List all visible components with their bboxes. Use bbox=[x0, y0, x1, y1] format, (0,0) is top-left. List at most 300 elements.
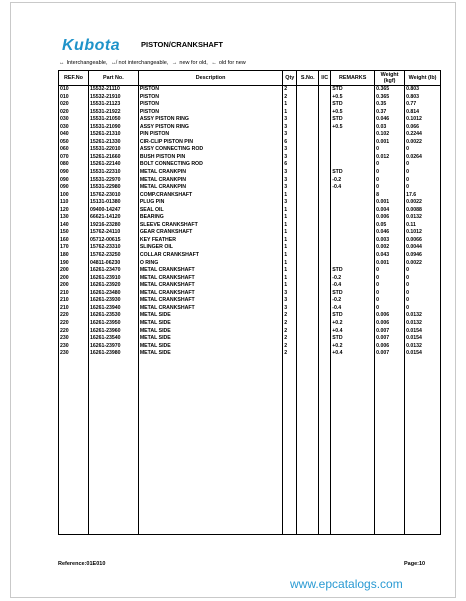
table-row bbox=[59, 146, 441, 154]
cell-weight-lb: 0 bbox=[405, 161, 441, 169]
header-remarks: REMARKS bbox=[331, 71, 375, 86]
cell-qty: 3 bbox=[283, 305, 297, 313]
cell-part-no: 15261-21330 bbox=[88, 139, 138, 147]
blank-cell bbox=[138, 358, 282, 535]
table-row bbox=[59, 116, 441, 124]
cell-qty: 3 bbox=[283, 154, 297, 162]
cell-weight-kgf: 0.001 bbox=[375, 199, 405, 207]
header-ref-no: REF.No bbox=[59, 71, 89, 86]
cell-ic bbox=[319, 154, 331, 162]
cell-qty: 1 bbox=[283, 267, 297, 275]
cell-serial-no bbox=[297, 335, 319, 343]
cell-ic bbox=[319, 297, 331, 305]
cell-qty: 2 bbox=[283, 328, 297, 336]
cell-description: O RING bbox=[138, 260, 282, 268]
cell-ic bbox=[319, 184, 331, 192]
table-header-row bbox=[59, 71, 441, 86]
table-row bbox=[59, 290, 441, 298]
cell-description: METAL SIDE bbox=[138, 350, 282, 358]
cell-part-no: 15762-24110 bbox=[88, 229, 138, 237]
cell-weight-kgf: 0.006 bbox=[375, 312, 405, 320]
table-row bbox=[59, 214, 441, 222]
cell-weight-kgf: 0 bbox=[375, 177, 405, 185]
cell-part-no: 16261-23920 bbox=[88, 282, 138, 290]
cell-ref-no: 010 bbox=[59, 86, 89, 94]
cell-description: BUSH PISTON PIN bbox=[138, 154, 282, 162]
cell-ref-no: 190 bbox=[59, 260, 89, 268]
cell-part-no: 16261-23540 bbox=[88, 335, 138, 343]
cell-remarks: +0.5 bbox=[331, 109, 375, 117]
cell-weight-lb: 0 bbox=[405, 184, 441, 192]
cell-ic bbox=[319, 131, 331, 139]
cell-qty: 6 bbox=[283, 161, 297, 169]
cell-weight-lb: 0.0088 bbox=[405, 207, 441, 215]
cell-ref-no: 230 bbox=[59, 350, 89, 358]
table-row bbox=[59, 282, 441, 290]
cell-weight-kgf: 0.001 bbox=[375, 139, 405, 147]
cell-weight-kgf: 0 bbox=[375, 267, 405, 275]
cell-ic bbox=[319, 192, 331, 200]
cell-ref-no: 220 bbox=[59, 328, 89, 336]
cell-ic bbox=[319, 335, 331, 343]
cell-description: METAL CRANKSHAFT bbox=[138, 297, 282, 305]
table-row bbox=[59, 161, 441, 169]
cell-serial-no bbox=[297, 320, 319, 328]
cell-remarks: -0.4 bbox=[331, 184, 375, 192]
cell-serial-no bbox=[297, 124, 319, 132]
cell-weight-kgf: 0.006 bbox=[375, 320, 405, 328]
cell-serial-no bbox=[297, 146, 319, 154]
cell-ic bbox=[319, 146, 331, 154]
table-row bbox=[59, 222, 441, 230]
cell-ic bbox=[319, 86, 331, 94]
cell-weight-lb: 0.0264 bbox=[405, 154, 441, 162]
cell-weight-lb: 0.0132 bbox=[405, 343, 441, 351]
cell-serial-no bbox=[297, 86, 319, 94]
cell-remarks bbox=[331, 199, 375, 207]
table-row bbox=[59, 177, 441, 185]
cell-ic bbox=[319, 169, 331, 177]
cell-ic bbox=[319, 320, 331, 328]
cell-part-no: 16261-23960 bbox=[88, 328, 138, 336]
table-row bbox=[59, 350, 441, 358]
cell-part-no: 15261-21660 bbox=[88, 154, 138, 162]
cell-serial-no bbox=[297, 109, 319, 117]
kubota-logo: Kubota bbox=[62, 37, 121, 54]
blank-cell bbox=[319, 358, 331, 535]
table-row bbox=[59, 252, 441, 260]
cell-serial-no bbox=[297, 343, 319, 351]
cell-ref-no: 230 bbox=[59, 343, 89, 351]
cell-ic bbox=[319, 222, 331, 230]
table-row bbox=[59, 312, 441, 320]
header-description: Description bbox=[138, 71, 282, 86]
cell-ref-no: 160 bbox=[59, 237, 89, 245]
cell-remarks bbox=[331, 244, 375, 252]
cell-ic bbox=[319, 305, 331, 313]
cell-weight-kgf: 0.007 bbox=[375, 350, 405, 358]
cell-weight-lb: 0 bbox=[405, 267, 441, 275]
cell-remarks: -0.2 bbox=[331, 177, 375, 185]
cell-ref-no: 180 bbox=[59, 252, 89, 260]
parts-table bbox=[58, 70, 441, 535]
cell-remarks: -0.4 bbox=[331, 305, 375, 313]
cell-part-no: 04811-06230 bbox=[88, 260, 138, 268]
cell-weight-kgf: 0.365 bbox=[375, 86, 405, 94]
cell-ic bbox=[319, 229, 331, 237]
cell-serial-no bbox=[297, 328, 319, 336]
cell-weight-lb: 0.1012 bbox=[405, 116, 441, 124]
cell-ref-no: 060 bbox=[59, 146, 89, 154]
cell-ic bbox=[319, 237, 331, 245]
cell-part-no: 15531-21123 bbox=[88, 101, 138, 109]
cell-ic bbox=[319, 244, 331, 252]
cell-remarks: +0.5 bbox=[331, 94, 375, 102]
cell-weight-lb: 0.803 bbox=[405, 94, 441, 102]
cell-ic bbox=[319, 260, 331, 268]
cell-weight-kgf: 0.043 bbox=[375, 252, 405, 260]
cell-description: METAL CRANKPIN bbox=[138, 169, 282, 177]
cell-weight-lb: 0.803 bbox=[405, 86, 441, 94]
cell-part-no: 19216-23280 bbox=[88, 222, 138, 230]
cell-serial-no bbox=[297, 214, 319, 222]
cell-qty: 1 bbox=[283, 192, 297, 200]
cell-serial-no bbox=[297, 169, 319, 177]
cell-remarks: -0.2 bbox=[331, 297, 375, 305]
cell-serial-no bbox=[297, 282, 319, 290]
table-row bbox=[59, 169, 441, 177]
cell-part-no: 16261-23910 bbox=[88, 275, 138, 283]
cell-part-no: 15531-22980 bbox=[88, 184, 138, 192]
cell-weight-lb: 0.0132 bbox=[405, 320, 441, 328]
cell-qty: 2 bbox=[283, 320, 297, 328]
table-row bbox=[59, 335, 441, 343]
table-row bbox=[59, 328, 441, 336]
cell-ref-no: 020 bbox=[59, 101, 89, 109]
cell-serial-no bbox=[297, 199, 319, 207]
cell-qty: 3 bbox=[283, 116, 297, 124]
cell-ref-no: 220 bbox=[59, 320, 89, 328]
legend-not-interchangeable: not interchangeable, bbox=[118, 60, 169, 66]
cell-description: METAL CRANKSHAFT bbox=[138, 267, 282, 275]
cell-ref-no: 230 bbox=[59, 335, 89, 343]
cell-qty: 2 bbox=[283, 350, 297, 358]
cell-qty: 1 bbox=[283, 101, 297, 109]
cell-qty: 1 bbox=[283, 252, 297, 260]
cell-serial-no bbox=[297, 139, 319, 147]
interchangeable-arrow-icon: ↔ bbox=[59, 60, 65, 66]
legend-old-for-new: old for new bbox=[218, 60, 246, 66]
cell-remarks: STD bbox=[331, 116, 375, 124]
cell-remarks: +0.4 bbox=[331, 350, 375, 358]
cell-weight-kgf: 0.046 bbox=[375, 229, 405, 237]
cell-weight-lb: 0.1012 bbox=[405, 229, 441, 237]
cell-part-no: 16261-23980 bbox=[88, 350, 138, 358]
cell-weight-lb: 0.0066 bbox=[405, 237, 441, 245]
cell-part-no: 05712-00615 bbox=[88, 237, 138, 245]
blank-cell bbox=[331, 358, 375, 535]
cell-part-no: 15261-22140 bbox=[88, 161, 138, 169]
cell-weight-kgf: 0.37 bbox=[375, 109, 405, 117]
cell-description: METAL SIDE bbox=[138, 312, 282, 320]
cell-serial-no bbox=[297, 237, 319, 245]
cell-remarks: +0.5 bbox=[331, 124, 375, 132]
cell-weight-lb: 0.0132 bbox=[405, 214, 441, 222]
cell-qty: 1 bbox=[283, 214, 297, 222]
cell-description: GEAR CRANKSHAFT bbox=[138, 229, 282, 237]
cell-serial-no bbox=[297, 312, 319, 320]
cell-part-no: 15531-21922 bbox=[88, 109, 138, 117]
cell-description: PISTON bbox=[138, 101, 282, 109]
cell-serial-no bbox=[297, 161, 319, 169]
cell-part-no: 15531-21050 bbox=[88, 116, 138, 124]
page-number: Page:10 bbox=[404, 561, 426, 567]
table-row bbox=[59, 94, 441, 102]
table-row bbox=[59, 260, 441, 268]
cell-remarks: STD bbox=[331, 267, 375, 275]
cell-weight-lb: 0 bbox=[405, 275, 441, 283]
header-weight-lb: Weight (lb) bbox=[405, 71, 441, 86]
cell-remarks: -0.4 bbox=[331, 282, 375, 290]
cell-qty: 1 bbox=[283, 275, 297, 283]
table-row bbox=[59, 184, 441, 192]
cell-weight-kgf: 0.03 bbox=[375, 124, 405, 132]
cell-ref-no: 170 bbox=[59, 244, 89, 252]
cell-part-no: 66621-14120 bbox=[88, 214, 138, 222]
cell-weight-kgf: 0.046 bbox=[375, 116, 405, 124]
cell-weight-lb: 0 bbox=[405, 305, 441, 313]
cell-remarks bbox=[331, 154, 375, 162]
cell-description: SLINGER OIL bbox=[138, 244, 282, 252]
cell-ref-no: 010 bbox=[59, 94, 89, 102]
cell-weight-lb: 17.6 bbox=[405, 192, 441, 200]
legend-new-for-old: new for old, bbox=[179, 60, 208, 66]
cell-weight-kgf: 0 bbox=[375, 297, 405, 305]
cell-weight-kgf: 0.012 bbox=[375, 154, 405, 162]
cell-description: PISTON bbox=[138, 86, 282, 94]
cell-qty: 1 bbox=[283, 207, 297, 215]
cell-weight-lb: 0.0022 bbox=[405, 199, 441, 207]
cell-part-no: 09400-14247 bbox=[88, 207, 138, 215]
cell-description: CIR-CLIP PISTON PIN bbox=[138, 139, 282, 147]
cell-weight-lb: 0.0946 bbox=[405, 252, 441, 260]
cell-description: ASSY PISTON RING bbox=[138, 124, 282, 132]
table-row bbox=[59, 101, 441, 109]
cell-ref-no: 070 bbox=[59, 154, 89, 162]
table-row bbox=[59, 244, 441, 252]
cell-description: METAL CRANKSHAFT bbox=[138, 305, 282, 313]
table-row bbox=[59, 139, 441, 147]
cell-weight-kgf: 0.05 bbox=[375, 222, 405, 230]
cell-ic bbox=[319, 282, 331, 290]
cell-serial-no bbox=[297, 252, 319, 260]
cell-weight-kgf: 0 bbox=[375, 184, 405, 192]
reference-label: Reference:01E010 bbox=[58, 561, 106, 567]
cell-weight-lb: 0.2244 bbox=[405, 131, 441, 139]
cell-ic bbox=[319, 252, 331, 260]
cell-serial-no bbox=[297, 350, 319, 358]
cell-ic bbox=[319, 109, 331, 117]
cell-remarks: STD bbox=[331, 101, 375, 109]
cell-ic bbox=[319, 267, 331, 275]
cell-weight-kgf: 0.002 bbox=[375, 244, 405, 252]
cell-remarks bbox=[331, 207, 375, 215]
cell-part-no: 16261-23530 bbox=[88, 312, 138, 320]
table-row bbox=[59, 109, 441, 117]
cell-ic bbox=[319, 139, 331, 147]
cell-weight-kgf: 0 bbox=[375, 275, 405, 283]
cell-qty: 1 bbox=[283, 260, 297, 268]
cell-weight-kgf: 0.003 bbox=[375, 237, 405, 245]
cell-description: PISTON bbox=[138, 109, 282, 117]
cell-weight-lb: 0.0022 bbox=[405, 139, 441, 147]
cell-weight-kgf: 0.365 bbox=[375, 94, 405, 102]
header-qty: Qty bbox=[283, 71, 297, 86]
cell-ref-no: 050 bbox=[59, 139, 89, 147]
blank-cell bbox=[375, 358, 405, 535]
old-for-new-arrow-icon: ← bbox=[211, 60, 217, 66]
cell-description: METAL CRANKPIN bbox=[138, 184, 282, 192]
cell-part-no: 16261-23970 bbox=[88, 343, 138, 351]
cell-description: PLUG PIN bbox=[138, 199, 282, 207]
cell-description: METAL CRANKSHAFT bbox=[138, 290, 282, 298]
cell-part-no: 15762-23310 bbox=[88, 244, 138, 252]
cell-description: PISTON bbox=[138, 94, 282, 102]
cell-qty: 3 bbox=[283, 131, 297, 139]
table-row bbox=[59, 86, 441, 94]
cell-remarks: STD bbox=[331, 290, 375, 298]
cell-ic bbox=[319, 343, 331, 351]
cell-qty: 3 bbox=[283, 169, 297, 177]
cell-part-no: 15531-22010 bbox=[88, 146, 138, 154]
cell-serial-no bbox=[297, 177, 319, 185]
cell-qty: 2 bbox=[283, 86, 297, 94]
cell-weight-kgf: 0 bbox=[375, 290, 405, 298]
cell-qty: 1 bbox=[283, 282, 297, 290]
cell-qty: 6 bbox=[283, 139, 297, 147]
cell-weight-kgf: 0 bbox=[375, 305, 405, 313]
cell-serial-no bbox=[297, 260, 319, 268]
cell-ref-no: 140 bbox=[59, 222, 89, 230]
header-weight-kgf: Weight (kgf) bbox=[375, 71, 405, 86]
table-row bbox=[59, 154, 441, 162]
cell-serial-no bbox=[297, 101, 319, 109]
cell-qty: 1 bbox=[283, 244, 297, 252]
cell-remarks: +0.4 bbox=[331, 328, 375, 336]
table-blank-area bbox=[59, 358, 441, 535]
blank-cell bbox=[283, 358, 297, 535]
cell-ref-no: 090 bbox=[59, 177, 89, 185]
blank-cell bbox=[59, 358, 89, 535]
cell-ic bbox=[319, 207, 331, 215]
cell-ic bbox=[319, 214, 331, 222]
cell-remarks bbox=[331, 214, 375, 222]
cell-ref-no: 030 bbox=[59, 124, 89, 132]
cell-remarks: STD bbox=[331, 86, 375, 94]
cell-serial-no bbox=[297, 244, 319, 252]
cell-ref-no: 020 bbox=[59, 109, 89, 117]
cell-remarks: +0.2 bbox=[331, 320, 375, 328]
cell-serial-no bbox=[297, 290, 319, 298]
cell-remarks bbox=[331, 161, 375, 169]
cell-description: PIN PISTON bbox=[138, 131, 282, 139]
cell-weight-lb: 0.0044 bbox=[405, 244, 441, 252]
table-row bbox=[59, 131, 441, 139]
cell-ref-no: 210 bbox=[59, 297, 89, 305]
cell-remarks: -0.2 bbox=[331, 275, 375, 283]
cell-description: METAL CRANKSHAFT bbox=[138, 282, 282, 290]
cell-ic bbox=[319, 350, 331, 358]
blank-cell bbox=[297, 358, 319, 535]
table-row bbox=[59, 343, 441, 351]
cell-remarks bbox=[331, 229, 375, 237]
table-row bbox=[59, 305, 441, 313]
cell-description: SEAL OIL bbox=[138, 207, 282, 215]
cell-serial-no bbox=[297, 222, 319, 230]
cell-ic bbox=[319, 199, 331, 207]
cell-description: METAL SIDE bbox=[138, 320, 282, 328]
cell-weight-kgf: 0 bbox=[375, 161, 405, 169]
cell-ref-no: 110 bbox=[59, 199, 89, 207]
cell-weight-kgf: 0 bbox=[375, 282, 405, 290]
table-row bbox=[59, 199, 441, 207]
cell-part-no: 15261-21310 bbox=[88, 131, 138, 139]
table-row bbox=[59, 192, 441, 200]
cell-part-no: 15762-23010 bbox=[88, 192, 138, 200]
cell-qty: 1 bbox=[283, 229, 297, 237]
cell-ic bbox=[319, 161, 331, 169]
cell-ref-no: 090 bbox=[59, 184, 89, 192]
cell-weight-lb: 0.77 bbox=[405, 101, 441, 109]
cell-ref-no: 080 bbox=[59, 161, 89, 169]
cell-weight-lb: 0.066 bbox=[405, 124, 441, 132]
cell-ref-no: 200 bbox=[59, 267, 89, 275]
cell-qty: 1 bbox=[283, 237, 297, 245]
cell-weight-lb: 0.0132 bbox=[405, 312, 441, 320]
cell-part-no: 15532-21910 bbox=[88, 94, 138, 102]
cell-qty: 3 bbox=[283, 184, 297, 192]
cell-weight-kgf: 8 bbox=[375, 192, 405, 200]
table-row bbox=[59, 124, 441, 132]
cell-ic bbox=[319, 101, 331, 109]
cell-serial-no bbox=[297, 192, 319, 200]
header-ic: I/C bbox=[319, 71, 331, 86]
cell-qty: 3 bbox=[283, 146, 297, 154]
cell-ref-no: 220 bbox=[59, 312, 89, 320]
cell-description: SLEEVE CRANKSHAFT bbox=[138, 222, 282, 230]
header-part-no: Part No. bbox=[88, 71, 138, 86]
cell-description: ASSY CONNECTING ROD bbox=[138, 146, 282, 154]
cell-ic bbox=[319, 290, 331, 298]
cell-weight-lb: 0 bbox=[405, 177, 441, 185]
cell-serial-no bbox=[297, 131, 319, 139]
parts-table-body bbox=[59, 86, 441, 535]
cell-weight-kgf: 0.004 bbox=[375, 207, 405, 215]
cell-description: METAL SIDE bbox=[138, 335, 282, 343]
cell-description: METAL SIDE bbox=[138, 328, 282, 336]
cell-ic bbox=[319, 275, 331, 283]
cell-weight-kgf: 0.006 bbox=[375, 343, 405, 351]
cell-description: COMP.CRANKSHAFT bbox=[138, 192, 282, 200]
cell-weight-lb: 0.0154 bbox=[405, 328, 441, 336]
cell-serial-no bbox=[297, 267, 319, 275]
table-row bbox=[59, 229, 441, 237]
table-row bbox=[59, 320, 441, 328]
cell-weight-lb: 0 bbox=[405, 169, 441, 177]
cell-remarks: STD bbox=[331, 169, 375, 177]
legend-interchangeable: Interchangeable, bbox=[66, 60, 108, 66]
cell-remarks bbox=[331, 131, 375, 139]
